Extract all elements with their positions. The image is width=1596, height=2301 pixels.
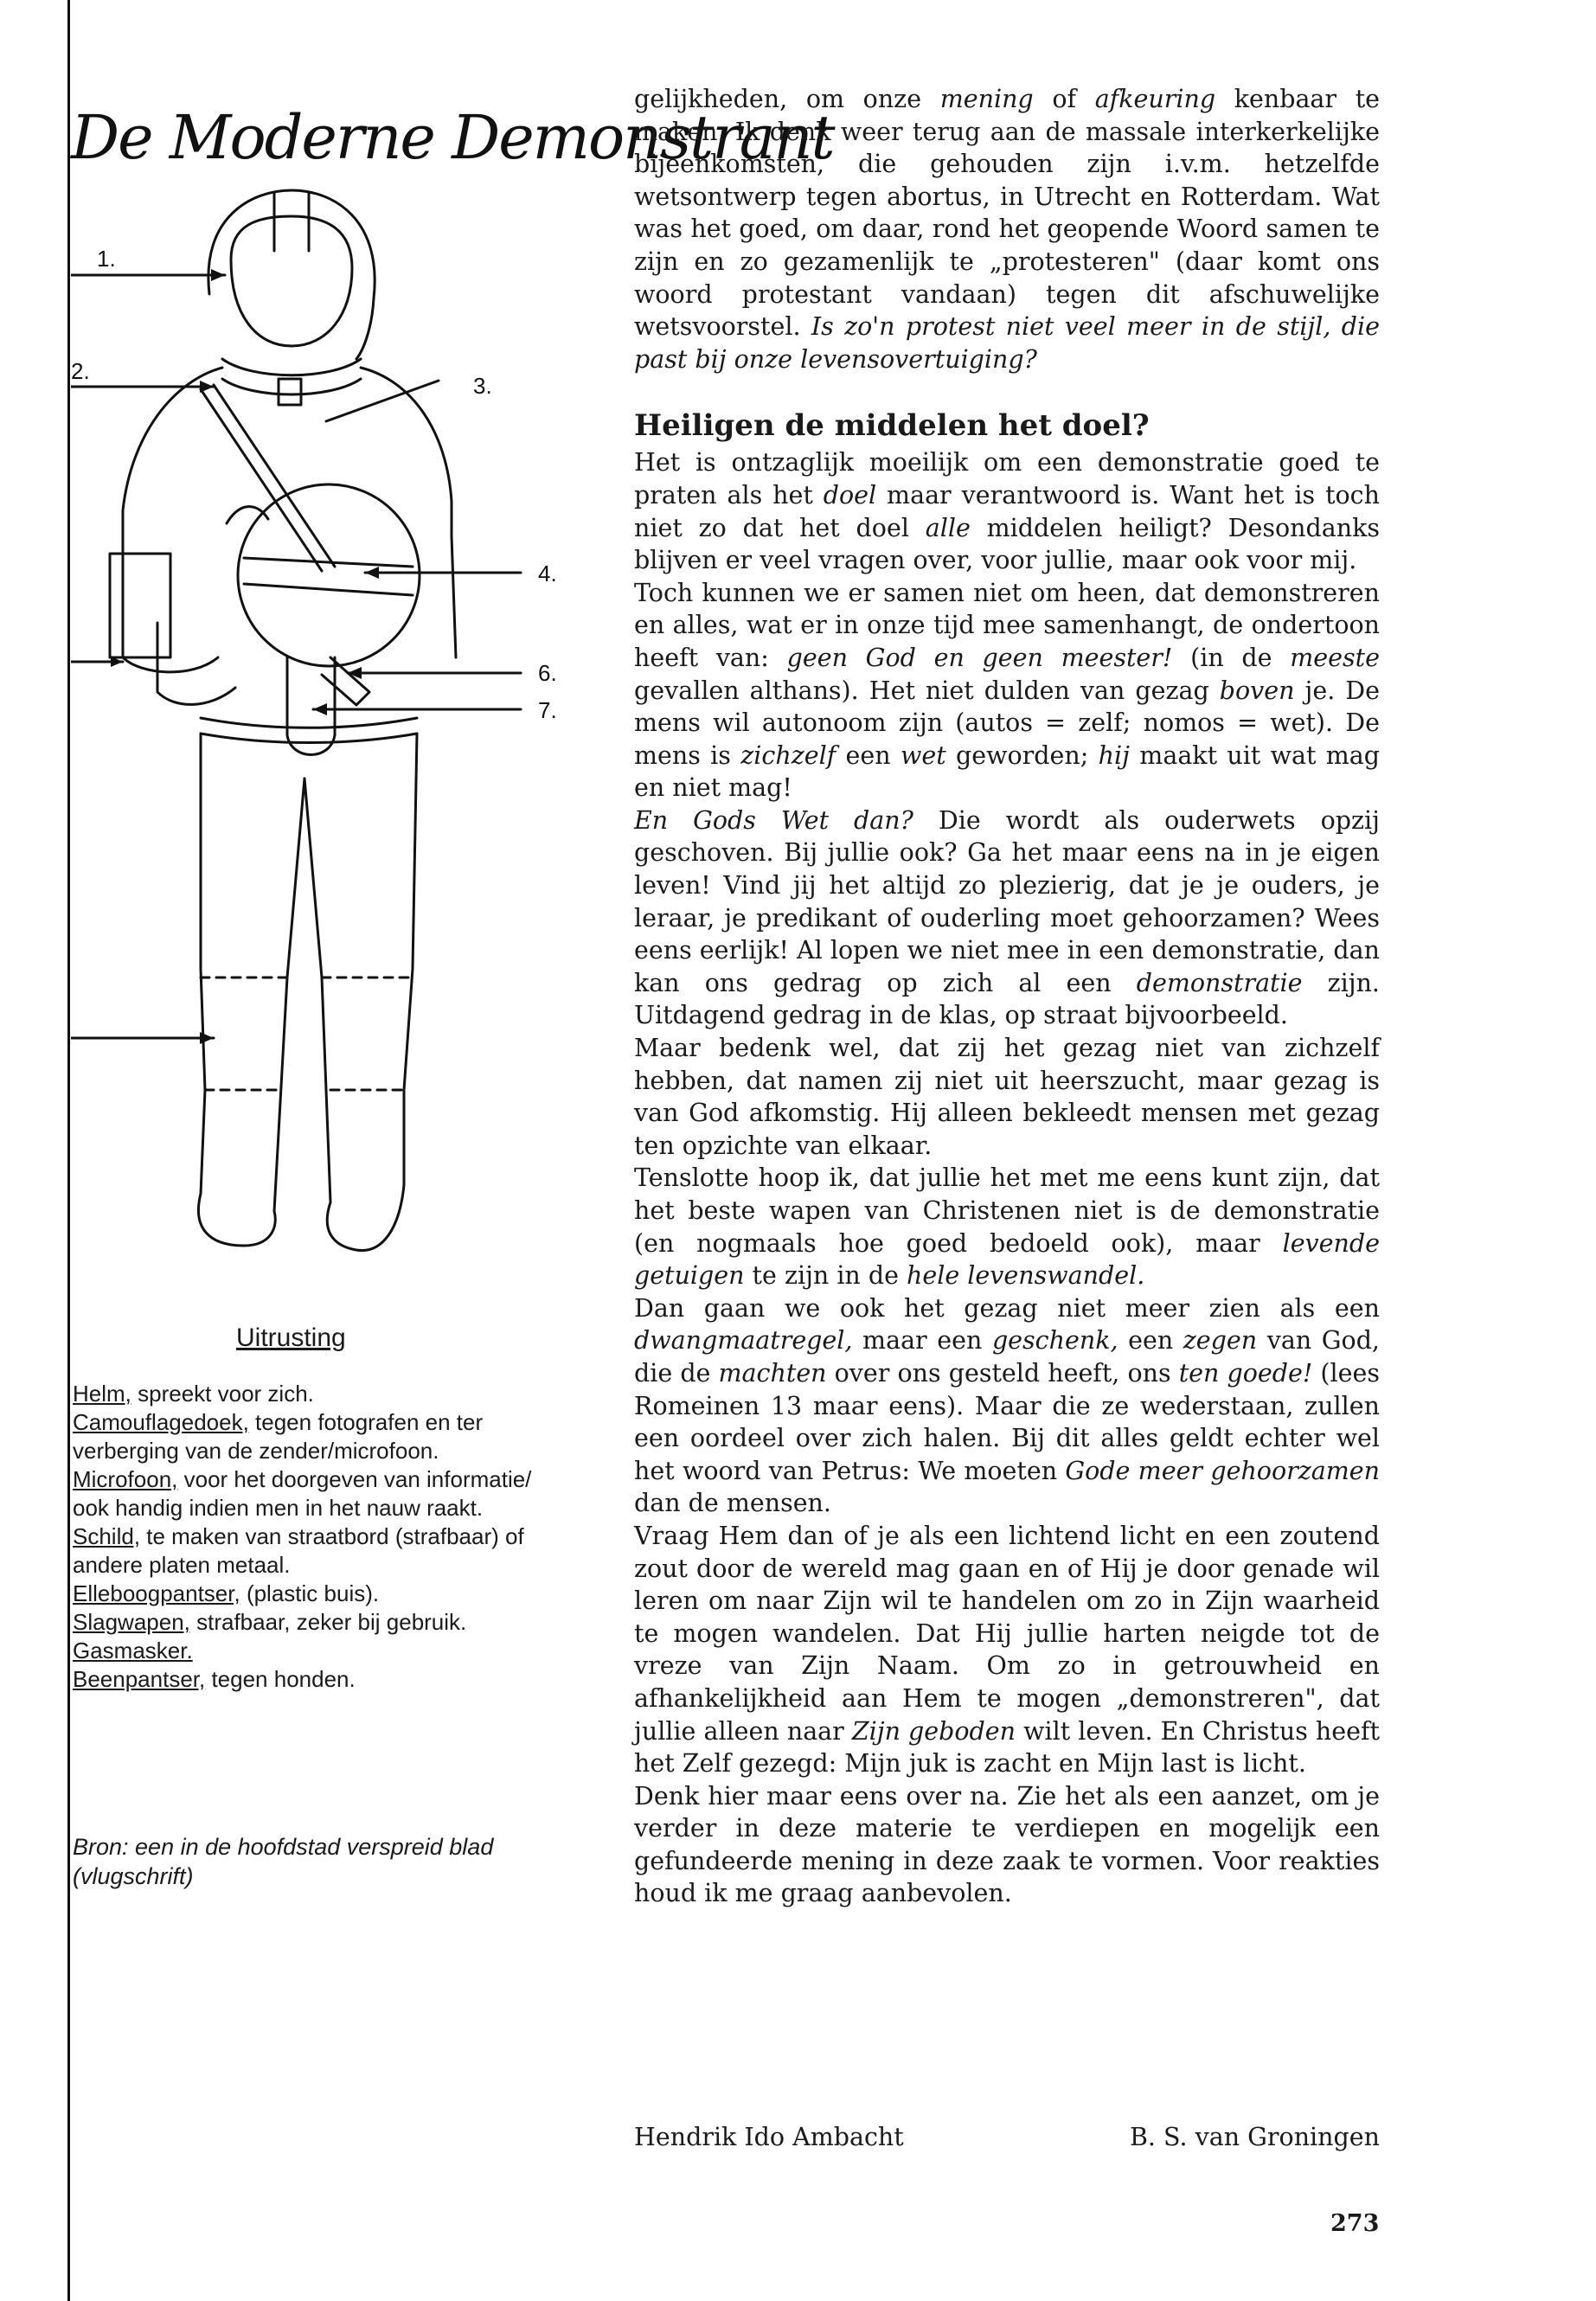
body-text: te zijn in de bbox=[744, 1261, 907, 1291]
page-number: 273 bbox=[1330, 2210, 1380, 2237]
body-text: Dan gaan we ook het gezag niet meer zien als een bbox=[634, 1293, 1380, 1323]
figure-caption: Uitrusting bbox=[236, 1324, 346, 1352]
body-text: geworden; bbox=[945, 740, 1099, 770]
legend-term: Camouflagedoek, bbox=[73, 1409, 249, 1435]
article-paragraph bbox=[634, 577, 1380, 804]
emphasis-text: zegen bbox=[1183, 1326, 1258, 1356]
body-text: gevallen althans). Het niet dulden van gezag bbox=[634, 676, 1220, 705]
body-text: van God, die de bbox=[634, 1326, 1380, 1388]
figure-source: Bron: een in de hoofdstad verspreid blad (vlugschrift) bbox=[73, 1834, 494, 1889]
body-text: Tenslotte hoop ik, dat jullie het met me eens kunt zijn, dat het beste wapen van Christenen niet is de demonstratie (en nogmaals hoe goed bedoeld ook), maar bbox=[634, 1163, 1380, 1258]
legend-desc: te maken van straatbord (strafbaar) of andere platen metaal. bbox=[73, 1523, 524, 1578]
body-text: zijn. Uitdagend gedrag in de klas, op straat bijvoorbeeld. bbox=[634, 968, 1380, 1030]
emphasis-text: Zijn geboden bbox=[851, 1716, 1016, 1746]
equipment-legend bbox=[73, 1380, 566, 1694]
body-text: maar verantwoord is. Want het is toch niet zo dat het doel bbox=[634, 480, 1380, 542]
legend-desc: strafbaar, zeker bij gebruik. bbox=[189, 1609, 467, 1635]
body-text: Maar bedenk wel, dat zij het gezag niet van zichzelf hebben, dat namen zij niet uit heerszucht, maar gezag is van God afkomstig. Hij alleen bekleedt mensen met gezag ten opzichte van elkaar. bbox=[634, 1034, 1380, 1160]
article-paragraph bbox=[634, 804, 1380, 1032]
legend-term: Elleboogpantser, bbox=[73, 1580, 240, 1606]
body-text: wilt leven. En Christus heeft het Zelf gezegd: Mijn juk is zacht en Mijn last is licht. bbox=[634, 1716, 1380, 1779]
legend-term: Gasmasker. bbox=[73, 1638, 193, 1663]
emphasis-text: afkeuring bbox=[1094, 85, 1216, 113]
legend-term: Microfoon, bbox=[73, 1466, 178, 1492]
emphasis-text: Is zo'n protest niet veel meer in de stijl, die past bij onze levensovertuiging? bbox=[634, 312, 1380, 374]
label-6: 6. bbox=[538, 660, 557, 686]
body-text: over ons gesteld heeft, ons bbox=[826, 1358, 1179, 1388]
body-text: Denk hier maar eens over na. Zie het als een aanzet, om je verder in deze materie te verdiepen en mogelijk een gefundeerde mening in deze zaak te vormen. Voor reakties houd ik me graag aanbevolen. bbox=[634, 1781, 1380, 1908]
emphasis-text: demonstratie bbox=[1136, 968, 1303, 997]
emphasis-text: doel bbox=[823, 480, 877, 510]
article-paragraph bbox=[634, 1520, 1380, 1780]
body-text: maar een bbox=[852, 1326, 992, 1356]
gasmask-pouch bbox=[287, 657, 335, 755]
legend-term: Slagwapen, bbox=[73, 1609, 190, 1635]
emphasis-text: geen God en geen meester! bbox=[786, 643, 1173, 672]
body-text: middelen heiligt? Desondanks blijven er veel vragen over, voor jullie, maar ook voor mij. bbox=[634, 513, 1380, 575]
emphasis-text: meeste bbox=[1290, 643, 1380, 672]
page-edge-rule bbox=[67, 0, 70, 2301]
article-paragraph bbox=[634, 1032, 1380, 1162]
label-4: 4. bbox=[538, 561, 557, 586]
legend-term: Schild, bbox=[73, 1523, 141, 1549]
body-text: je. De mens wil autonoom zijn (autos = zelf; nomos = wet). De mens is bbox=[634, 676, 1380, 770]
emphasis-text: wet bbox=[900, 740, 946, 770]
article-paragraph bbox=[634, 1292, 1380, 1520]
demonstrator-illustration bbox=[71, 173, 590, 1324]
emphasis-text: mening bbox=[939, 85, 1034, 113]
legend-desc: voor het doorgeven van informatie/ ook handig indien men in het nauw raakt. bbox=[73, 1466, 532, 1521]
legend-item bbox=[73, 1637, 566, 1665]
emphasis-text: ten goede! bbox=[1178, 1358, 1313, 1388]
emphasis-text: dwangmaatregel, bbox=[634, 1326, 853, 1356]
legend-term: Beenpantser, bbox=[73, 1666, 206, 1692]
article-paragraph bbox=[634, 1162, 1380, 1292]
legend-item bbox=[73, 1522, 566, 1580]
legend-item bbox=[73, 1408, 566, 1465]
body-text: Vraag Hem dan of je als een lichtend licht en een zoutend zout door de wereld mag gaan en of Hij je door genade wil leren om naar Zijn wil te handelen om zo in Zijn waarheid te mogen wandelen. Dat Hij jullie harten neigde tot de vreze van Zijn Naam. Om zo in getrouwheid en afhankelijkheid aan Hem te mogen „demonstreren", dat jullie alleen naar bbox=[634, 1521, 1380, 1746]
article-paragraph bbox=[634, 1780, 1380, 1910]
emphasis-text: boven bbox=[1219, 676, 1295, 705]
legend-item bbox=[73, 1380, 566, 1408]
label-1: 1. bbox=[97, 246, 116, 272]
body-text: dan de mensen. bbox=[634, 1489, 831, 1518]
label-2: 2. bbox=[71, 358, 90, 384]
body-text: Het is ontzaglijk moeilijk om een demonstratie goed te praten als het bbox=[634, 448, 1380, 510]
body-text: Toch kunnen we er samen niet om heen, dat demonstreren en alles, wat er in onze tijd mee samenhangt, de ondertoon heeft van: bbox=[634, 578, 1380, 672]
body-text: een bbox=[836, 740, 901, 770]
label-3: 3. bbox=[473, 373, 492, 399]
article-subheading: Heiligen de middelen het doel? bbox=[634, 408, 1150, 444]
legend-desc: tegen honden. bbox=[205, 1666, 356, 1692]
emphasis-text: Gode meer gehoorzamen bbox=[1065, 1456, 1380, 1485]
body-text: kenbaar te maken. Ik denk weer terug aan de massale interkerkelijke bijeenkomsten, die gehouden zijn i.v.m. hetzelfde wetsontwerp tegen abortus, in Utrecht en Rotterdam. Wat was het goed, om daar, rond het geopende Woord samen te zijn en zo gezamenlijk te „protesteren" (daar komt ons woord protestant vandaan) tegen dit afschuwelijke wetsvoorstel. bbox=[634, 85, 1381, 342]
article-paragraph bbox=[634, 446, 1380, 576]
article-body bbox=[634, 83, 1380, 1910]
body-text: of bbox=[1033, 85, 1095, 113]
face-outline bbox=[231, 216, 352, 346]
body-text: (in de bbox=[1172, 643, 1291, 672]
legend-item bbox=[73, 1580, 566, 1608]
legend-desc: (plastic buis). bbox=[240, 1580, 380, 1606]
shield-outline bbox=[238, 484, 420, 666]
signature-name: B. S. van Groningen bbox=[1129, 2123, 1380, 2151]
body-text: een bbox=[1118, 1326, 1183, 1356]
legend-item bbox=[73, 1665, 566, 1694]
body-text: gelijkheden, om onze bbox=[634, 85, 940, 113]
body-text: (lees Romeinen 13 maar eens). Maar die ze wederstaan, zullen een oordeel over zich halen. Bij dit alles geldt echter wel het woord van Petrus: We moeten bbox=[634, 1358, 1380, 1485]
emphasis-text: alle bbox=[925, 513, 971, 542]
article-paragraph bbox=[634, 83, 1380, 375]
figure-heading: De Moderne Demonstrant bbox=[71, 102, 834, 173]
legend-desc: tegen fotografen en ter verberging van de zender/microfoon. bbox=[73, 1409, 484, 1464]
emphasis-text: geschenk, bbox=[991, 1326, 1118, 1356]
legend-term: Helm, bbox=[73, 1381, 131, 1407]
label-7: 7. bbox=[538, 697, 557, 723]
emphasis-text: zichzelf bbox=[740, 740, 836, 770]
emphasis-text: hele levenswandel. bbox=[907, 1261, 1145, 1291]
body-text: Die wordt als ouderwets opzij geschoven. Bij jullie ook? Ga het maar eens na in je eigen leven! Vind jij het altijd zo plezierig, dat je je ouders, je leraar, je predikant of ouderling moet gehoorzamen? Wees eens eerlijk! Al lopen we niet mee in een demonstratie, dan kan ons gedrag op zich al een bbox=[634, 805, 1380, 997]
legend-item bbox=[73, 1608, 566, 1637]
emphasis-text: levende getuigen bbox=[634, 1228, 1380, 1291]
legend-item bbox=[73, 1465, 566, 1522]
emphasis-text: machten bbox=[718, 1358, 827, 1388]
body-text: maakt uit wat mag en niet mag! bbox=[634, 740, 1380, 803]
emphasis-text: En Gods Wet dan? bbox=[634, 805, 913, 835]
legend-desc: spreekt voor zich. bbox=[131, 1381, 314, 1407]
signature-place: Hendrik Ido Ambacht bbox=[634, 2123, 904, 2151]
emphasis-text: hij bbox=[1098, 740, 1130, 770]
